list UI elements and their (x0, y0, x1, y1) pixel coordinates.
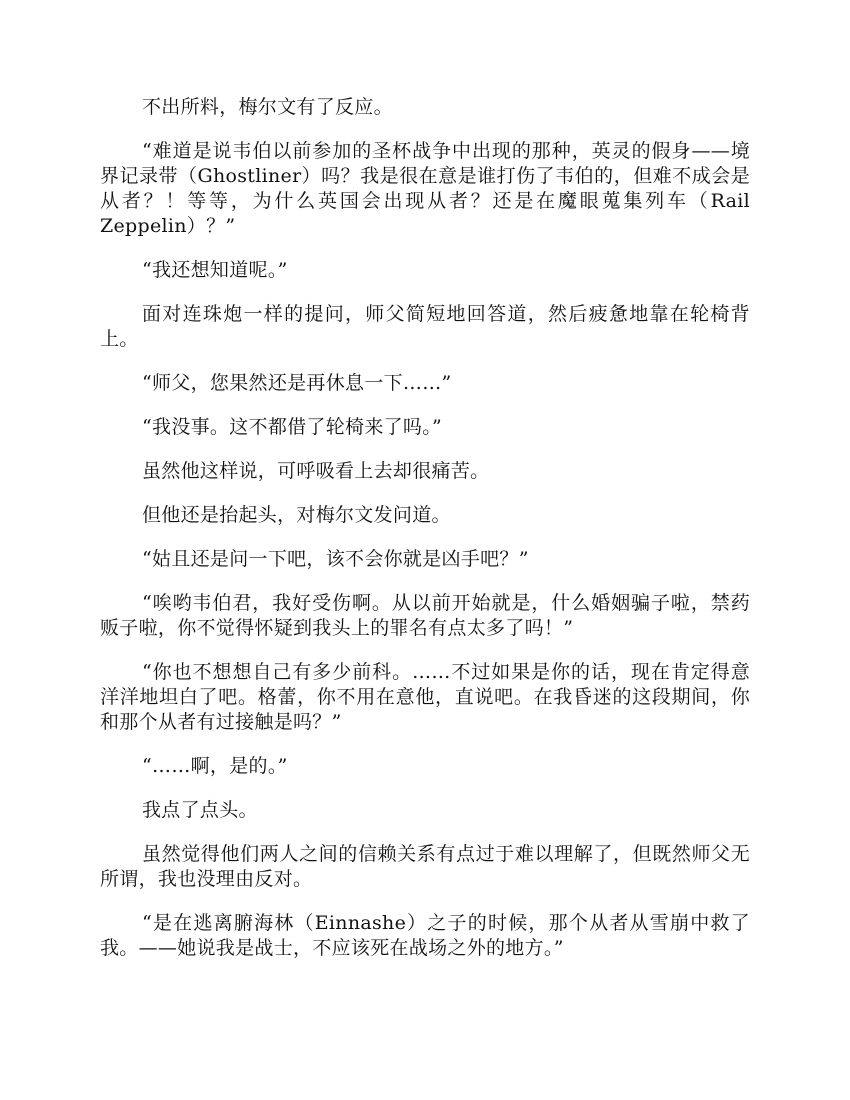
document-page (100, 95, 750, 980)
paragraph: 但他还是抬起头，对梅尔文发问道。 (142, 504, 451, 526)
paragraph: “难道是说韦伯以前参加的圣杯战争中出现的那种，英灵的假身——境界记录带（Ghostliner）吗？我是很在意是谁打伤了韦伯的，但难不成会是从者？！等等，为什么英国会出现从者？还是在魔眼蒐集列车（Rail Zeppelin）？” (100, 140, 750, 237)
paragraph: 面对连珠炮一样的提问，师父简短地回答道，然后疲惫地靠在轮椅背上。 (100, 303, 750, 350)
paragraph: 虽然觉得他们两人之间的信赖关系有点过于难以理解了，但既然师父无所谓，我也没理由反对。 (100, 843, 750, 890)
paragraph: “师父，您果然还是再休息一下……” (142, 372, 452, 394)
paragraph: “我还想知道呢。” (142, 259, 288, 281)
paragraph: “唉哟韦伯君，我好受伤啊。从以前开始就是，什么婚姻骗子啦，禁药贩子啦，你不觉得怀疑到我头上的罪名有点太多了吗！” (100, 592, 750, 639)
paragraph: “是在逃离腑海林（Einnashe）之子的时候，那个从者从雪崩中救了我。——她说我是战士，不应该死在战场之外的地方。” (100, 912, 750, 959)
paragraph: “我没事。这不都借了轮椅来了吗。” (142, 416, 443, 438)
paragraph: 我点了点头。 (142, 799, 258, 821)
paragraph: “姑且还是问一下吧，该不会你就是凶手吧？” (142, 548, 529, 570)
paragraph: 虽然他这样说，可呼吸看上去却很痛苦。 (142, 460, 490, 482)
paragraph: “……啊，是的。” (142, 755, 288, 777)
paragraph: “你也不想想自己有多少前科。……不过如果是你的话，现在肯定得意洋洋地坦白了吧。格蕾，你不用在意他，直说吧。在我昏迷的这段期间，你和那个从者有过接触是吗？” (100, 661, 750, 733)
paragraph: 不出所料，梅尔文有了反应。 (142, 96, 393, 118)
